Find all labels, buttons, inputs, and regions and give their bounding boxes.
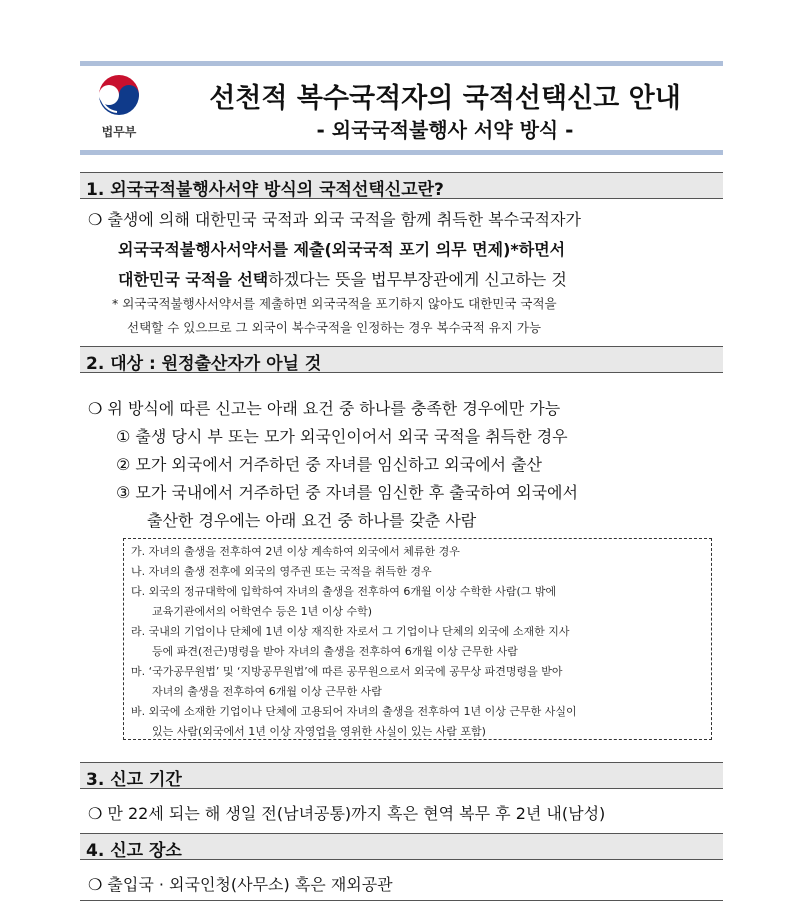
section-2-heading [80, 346, 723, 373]
s2-intro: ❍ 위 방식에 따른 신고는 아래 요건 중 하나를 충족한 경우에만 가능 [88, 399, 561, 418]
section-4-heading [80, 833, 723, 860]
header-bottom-bar [80, 150, 723, 155]
s1-line-1: ❍ 출생에 의해 대한민국 국적과 외국 국적을 함께 취득한 복수국적자가 [88, 210, 581, 229]
section-4-title: 4. 신고 장소 [86, 841, 182, 861]
sub-item-cont: 등에 파견(전근)명령을 받아 자녀의 출생을 전후하여 6개월 이상 근무한 사람 [152, 645, 518, 658]
s4-line: ❍ 출입국 · 외국인청(사무소) 혹은 재외공관 [88, 875, 393, 894]
page-subtitle: - 외국국적불행사 서약 방식 - [316, 118, 574, 142]
s1-line-3: 대한민국 국적을 선택하겠다는 뜻을 법무부장관에게 신고하는 것 [118, 270, 567, 289]
sub-item-cont: 자녀의 출생을 전후하여 6개월 이상 근무한 사람 [152, 685, 382, 698]
sub-item: 나. 자녀의 출생 전후에 외국의 영주권 또는 국적을 취득한 경우 [131, 565, 432, 578]
sub-item: 라. 국내의 기업이나 단체에 1년 이상 재직한 자로서 그 기업이나 단체의 외국에 소재한 지사 [131, 625, 570, 638]
sub-item-cont: 교육기관에서의 어학연수 등은 1년 이상 수학) [152, 605, 373, 618]
sub-item: 바. 외국에 소재한 기업이나 단체에 고용되어 자녀의 출생을 전후하여 1년 이상 근무한 사실이 [131, 705, 577, 718]
sub-item-cont: 있는 사람(외국에서 1년 이상 자영업을 영위한 사실이 있는 사람 포함) [152, 725, 486, 738]
s2-item-2: ② 모가 외국에서 거주하던 중 자녀를 임신하고 외국에서 출산 [116, 455, 542, 474]
s1-line-2: 외국국적불행사서약서를 제출(외국국적 포기 의무 면제)*하면서 [118, 240, 566, 259]
page-title: 선천적 복수국적자의 국적선택신고 안내 [209, 83, 681, 114]
org-name: 법무부 [101, 125, 137, 139]
section-1-heading [80, 172, 723, 199]
section-2-title: 2. 대상 : 원정출산자가 아닐 것 [86, 354, 322, 374]
s2-item-1: ① 출생 당시 부 또는 모가 외국인이어서 외국 국적을 취득한 경우 [116, 427, 568, 446]
s2-item-3b: 출산한 경우에는 아래 요건 중 하나를 갖춘 사람 [147, 511, 477, 530]
bottom-rule [80, 900, 723, 901]
s1-note-1: * 외국국적불행사서약서를 제출하면 외국국적을 포기하지 않아도 대한민국 국적을 [112, 296, 557, 311]
sub-item: 다. 외국의 정규대학에 입학하여 자녀의 출생을 전후하여 6개월 이상 수학한 사람(그 밖에 [131, 585, 557, 598]
section-3-heading [80, 762, 723, 789]
section-1-title: 1. 외국국적불행사서약 방식의 국적선택신고란? [86, 180, 444, 200]
s2-item-3a: ③ 모가 국내에서 거주하던 중 자녀를 임신한 후 출국하여 외국에서 [116, 483, 578, 502]
s1-note-2: 선택할 수 있으므로 그 외국이 복수국적을 인정하는 경우 복수국적 유지 가능 [127, 320, 542, 335]
header-top-bar [80, 61, 723, 66]
taegeuk-icon [95, 75, 143, 115]
bullet-icon: ❍ [88, 210, 103, 229]
s3-line: ❍ 만 22세 되는 해 생일 전(남녀공통)까지 혹은 현역 복무 후 2년 내(남성) [88, 804, 606, 823]
sub-item: 마. ‘국가공무원법’ 및 ‘지방공무원법’에 따른 공무원으로서 외국에 공무상 파견명령을 받아 [131, 665, 563, 678]
section-3-title: 3. 신고 기간 [86, 770, 182, 790]
ministry-logo [95, 75, 143, 140]
sub-item: 가. 자녀의 출생을 전후하여 2년 이상 계속하여 외국에서 체류한 경우 [131, 545, 460, 558]
